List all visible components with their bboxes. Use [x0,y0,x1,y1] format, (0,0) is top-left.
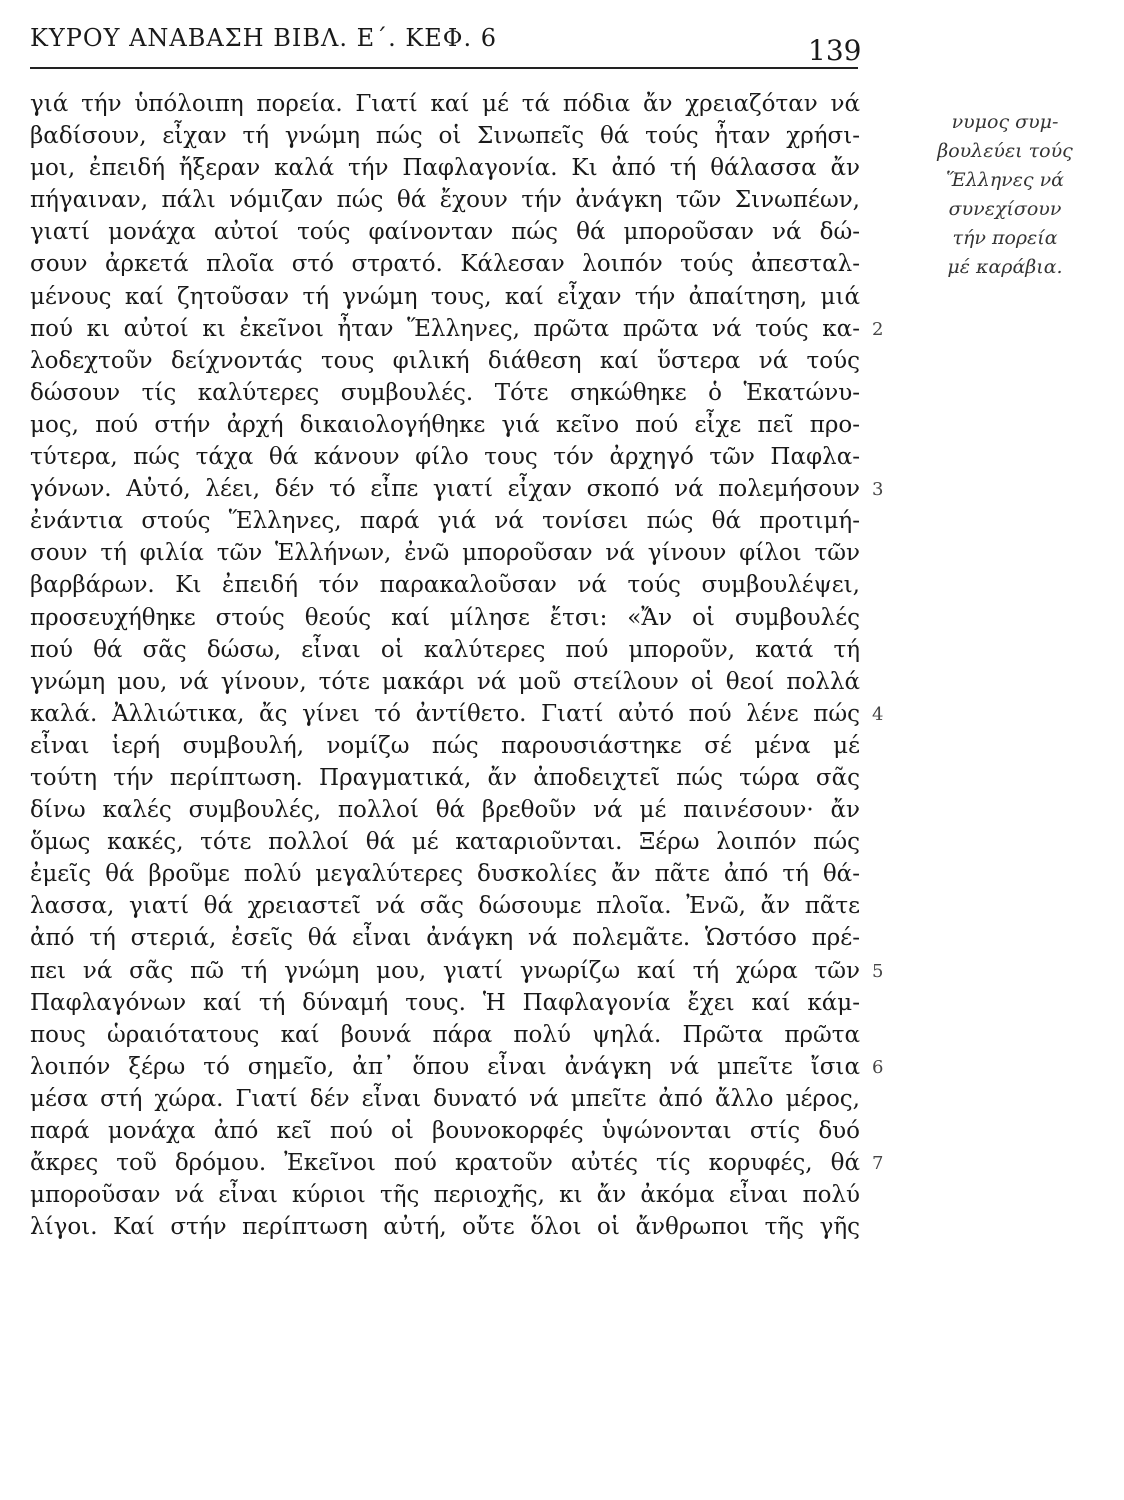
text-line: ὅμως κακές, τότε πολλοί θά μέ καταριοῦνται. Ξέρω λοιπόν πώς [30,829,860,856]
margin-note-line: Ἕλληνες νά [946,169,1064,191]
text-line: προσευχήθηκε στούς θεούς καί μίλησε ἔτσι: «Ἄν οἱ συμβουλές [30,604,860,631]
section-number: 4 [872,703,884,725]
text-line: Παφλαγόνων καί τή δύναμή τους. Ἡ Παφλαγονία ἔχει καί κάμ- [30,989,860,1016]
running-header-title: ΚΥΡΟΥ ΑΝΑΒΑΣΗ ΒΙΒΛ. Ε΄. ΚΕΦ. 6 [30,24,498,52]
text-line: πού θά σᾶς δώσω, εἶναι οἱ καλύτερες πού μποροῦν, κατά τή [30,636,860,663]
section-number: 6 [872,1057,884,1078]
text-line: γνώμη μου, νά γίνουν, τότε μακάρι νά μοῦ στείλουν οἱ θεοί πολλά [30,668,860,695]
header-rule [30,67,858,69]
section-number: 3 [872,479,884,501]
text-line: πήγαιναν, πάλι νόμιζαν πώς θά ἔχουν τήν ἀνάγκη τῶν Σινωπέων, [30,187,860,214]
text-line: γόνων. Αὐτό, λέει, δέν τό εἶπε γιατί εἶχαν σκοπό νά πολεμήσουν [30,476,860,503]
section-number: 2 [872,318,884,340]
text-line: ἄκρες τοῦ δρόμου. Ἐκεῖνοι πού κρατοῦν αὐτές τίς κορυφές, θά [30,1150,860,1177]
text-line: πει νά σᾶς πῶ τή γνώμη μου, γιατί γνωρίζω καί τή χώρα τῶν [30,957,860,984]
text-line: λοδεχτοῦν δείχνοντάς τους φιλική διάθεση καί ὕστερα νά τούς [30,347,860,374]
section-number: 5 [872,960,884,982]
body-text [30,88,860,1243]
margin-note [905,108,1105,282]
text-line: βαρβάρων. Κι ἐπειδή τόν παρακαλοῦσαν νά τούς συμβουλέψει, [30,572,860,599]
text-line: λασσα, γιατί θά χρειαστεῖ νά σᾶς δώσουμε πλοῖα. Ἐνῶ, ἄν πᾶτε [30,893,860,920]
text-line: μος, πού στήν ἀρχή δικαιολογήθηκε γιά κεῖνο πού εἶχε πεῖ προ- [30,411,860,438]
text-line: μένους καί ζητοῦσαν τή γνώμη τους, καί εἶχαν τήν ἀπαίτηση, μιά [30,283,860,310]
margin-note-line: νυμος συμ- [951,111,1059,133]
text-line: πού κι αὐτοί κι ἐκεῖνοι ἦταν Ἕλληνες, πρῶτα πρῶτα νά τούς κα- [30,315,860,342]
margin-note-line: τήν πορεία [952,227,1058,249]
text-line: δώσουν τίς καλύτερες συμβουλές. Τότε σηκώθηκε ὁ Ἑκατώνυ- [30,379,860,406]
text-line: βαδίσουν, εἶχαν τή γνώμη πώς οἱ Σινωπεῖς θά τούς ἦταν χρήσι- [30,123,860,150]
margin-note-line: μέ καράβια. [947,256,1063,278]
text-line: παρά μονάχα ἀπό κεῖ πού οἱ βουνοκορφές ὑψώνονται στίς δυό [30,1118,860,1144]
page-number: 139 [808,34,862,67]
text-line: σουν ἀρκετά πλοῖα στό στρατό. Κάλεσαν λοιπόν τούς ἀπεσταλ- [30,251,860,278]
section-number: 7 [872,1153,884,1175]
text-line: τούτη τήν περίπτωση. Πραγματικά, ἄν ἀποδειχτεῖ πώς τώρα σᾶς [30,764,860,791]
text-line: γιατί μονάχα αὐτοί τούς φαίνονταν πώς θά μποροῦσαν νά δώ- [30,219,860,246]
margin-note-line: βουλεύει τούς [937,140,1073,162]
text-line: γιά τήν ὑπόλοιπη πορεία. Γιατί καί μέ τά πόδια ἄν χρειαζόταν νά [30,91,860,117]
text-line: πους ὡραιότατους καί βουνά πάρα πολύ ψηλά. Πρῶτα πρῶτα [30,1021,860,1048]
text-line: λοιπόν ξέρω τό σημεῖο, ἀπ᾿ ὅπου εἶναι ἀνάγκη νά μπεῖτε ἴσια [30,1053,860,1080]
text-line: σουν τή φιλία τῶν Ἑλλήνων, ἐνῶ μποροῦσαν νά γίνουν φίλοι τῶν [30,540,860,567]
margin-note-line: συνεχίσουν [948,198,1062,220]
text-line: ἐμεῖς θά βροῦμε πολύ μεγαλύτερες δυσκολίες ἄν πᾶτε ἀπό τή θά- [30,861,860,888]
text-line: μέσα στή χώρα. Γιατί δέν εἶναι δυνατό νά μπεῖτε ἀπό ἄλλο μέρος, [30,1085,860,1112]
text-line: τύτερα, πώς τάχα θά κάνουν φίλο τους τόν ἀρχηγό τῶν Παφλα- [30,444,860,471]
text-line: λίγοι. Καί στήν περίπτωση αὐτή, οὔτε ὅλοι οἱ ἄνθρωποι τῆς γῆς [30,1214,860,1241]
text-line: καλά. Ἀλλιώτικα, ἄς γίνει τό ἀντίθετο. Γιατί αὐτό πού λένε πώς [30,700,860,727]
text-line: ἐνάντια στούς Ἕλληνες, παρά γιά νά τονίσει πώς θά προτιμή- [30,508,860,535]
text-line: δίνω καλές συμβουλές, πολλοί θά βρεθοῦν νά μέ παινέσουν· ἄν [30,797,860,824]
text-line: εἶναι ἱερή συμβουλή, νομίζω πώς παρουσιάστηκε σέ μένα μέ [30,732,860,759]
text-line: ἀπό τή στεριά, ἐσεῖς θά εἶναι ἀνάγκη νά πολεμᾶτε. Ὡστόσο πρέ- [30,925,860,952]
text-line: μοι, ἐπειδή ἤξεραν καλά τήν Παφλαγονία. Κι ἀπό τή θάλασσα ἄν [30,155,860,182]
text-line: μποροῦσαν νά εἶναι κύριοι τῆς περιοχῆς, κι ἄν ἀκόμα εἶναι πολύ [30,1182,860,1209]
